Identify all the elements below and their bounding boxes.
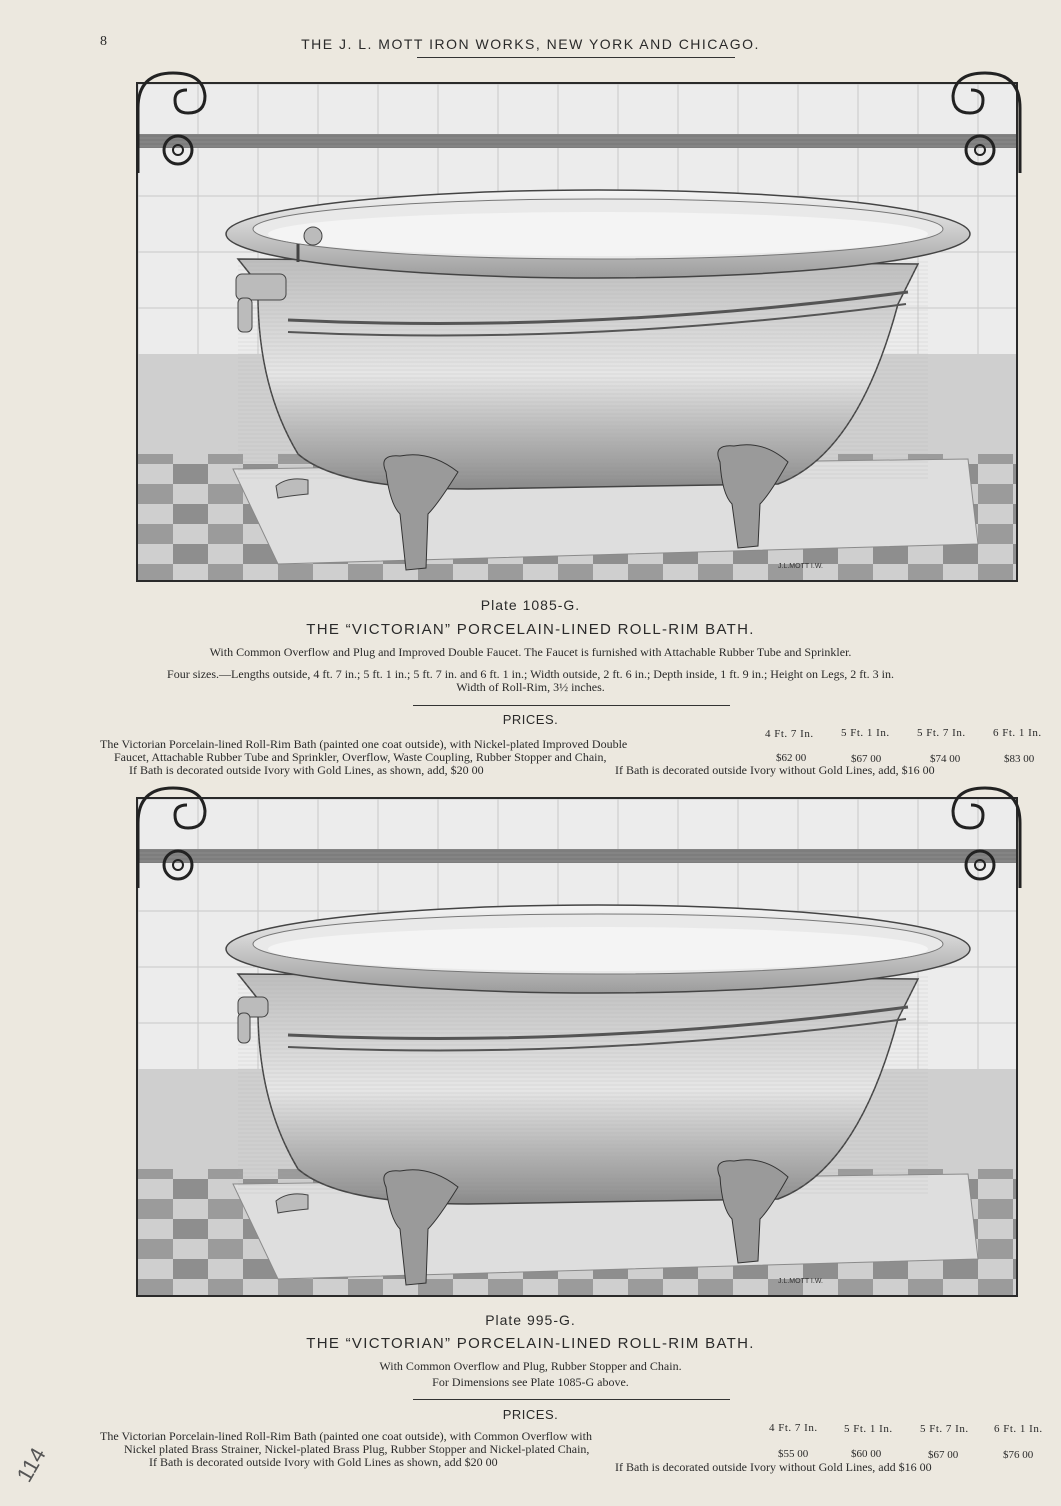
prices-divider-2 <box>413 1399 730 1400</box>
price-decoration-gold-2: If Bath is decorated outside Ivory with Gold Lines as shown, add $20 00 <box>149 1455 498 1469</box>
plate-label-1: Plate 1085-G. <box>480 597 581 613</box>
page-header-title: THE J. L. MOTT IRON WORKS, NEW YORK AND CHICAGO. <box>301 36 760 52</box>
description-line-1-2: Four sizes.—Lengths outside, 4 ft. 7 in.; 5 ft. 1 in.; 5 ft. 7 in. and 6 ft. 1 in.; Width outside, 2 ft. 6 in.; Depth inside, 1 ft. 9 in.; Height on Legs, 2 ft. 3 in. <box>167 667 894 681</box>
price-value-2-1: $55 00 <box>778 1448 809 1460</box>
price-description-2-2: Nickel plated Brass Strainer, Nickel-plated Brass Plug, Rubber Stopper and Nickel-plated Chain, <box>124 1442 590 1456</box>
bathtub-engraving-1 <box>138 84 1016 580</box>
price-value-1-4: $83 00 <box>1004 753 1035 765</box>
prices-heading-2: PRICES. <box>502 1407 559 1422</box>
header-divider <box>417 57 735 58</box>
prices-divider-1 <box>413 705 730 706</box>
size-header-1-4: 6 Ft. 1 In. <box>993 727 1042 739</box>
description-line-1-1: With Common Overflow and Plug and Improved Double Faucet. The Faucet is furnished with Attachable Rubber Tube and Sprinkler. <box>209 645 852 659</box>
size-header-1-2: 5 Ft. 1 In. <box>841 727 890 739</box>
price-value-1-1: $62 00 <box>776 752 807 764</box>
price-value-2-2: $60 00 <box>851 1448 882 1460</box>
size-header-2-1: 4 Ft. 7 In. <box>769 1422 818 1434</box>
price-description-1-1: The Victorian Porcelain-lined Roll-Rim Bath (painted one coat outside), with Nickel-plated Improved Double <box>100 737 628 751</box>
price-value-1-2: $67 00 <box>851 753 882 765</box>
handwritten-margin-note: 114 <box>11 1443 51 1487</box>
plate-label-2: Plate 995-G. <box>485 1312 576 1328</box>
bathtub-illustration-1 <box>136 82 1018 582</box>
bath-title-1: THE “VICTORIAN” PORCELAIN-LINED ROLL-RIM BATH. <box>306 621 755 638</box>
engraver-mark-1: J.L.MOTT I.W. <box>778 563 823 570</box>
size-header-2-4: 6 Ft. 1 In. <box>994 1423 1043 1435</box>
price-decoration-plain-2: If Bath is decorated outside Ivory without Gold Lines, add $16 00 <box>615 1460 932 1474</box>
size-header-1-1: 4 Ft. 7 In. <box>765 728 814 740</box>
price-decoration-plain-1: If Bath is decorated outside Ivory without Gold Lines, add, $16 00 <box>615 763 935 777</box>
price-value-1-3: $74 00 <box>930 753 961 765</box>
bathtub-engraving-2 <box>138 799 1016 1295</box>
engraver-mark-2: J.L.MOTT I.W. <box>778 1278 823 1285</box>
scroll-ornament-left-1 <box>133 68 213 178</box>
description-line-2-1: With Common Overflow and Plug, Rubber Stopper and Chain. <box>379 1359 682 1373</box>
scroll-ornament-right-1 <box>945 68 1025 178</box>
price-description-1-2: Faucet, Attachable Rubber Tube and Sprinkler, Overflow, Waste Coupling, Rubber Stopper and Chain, <box>114 750 607 764</box>
size-header-2-3: 5 Ft. 7 In. <box>920 1423 969 1435</box>
description-line-2-2: For Dimensions see Plate 1085-G above. <box>432 1375 629 1389</box>
prices-heading-1: PRICES. <box>502 712 559 727</box>
bathtub-illustration-2 <box>136 797 1018 1297</box>
price-value-2-4: $76 00 <box>1003 1449 1034 1461</box>
price-decoration-gold-1: If Bath is decorated outside Ivory with Gold Lines, as shown, add, $20 00 <box>129 763 484 777</box>
scroll-ornament-right-2 <box>945 783 1025 893</box>
page-number: 8 <box>100 34 107 49</box>
bath-title-2: THE “VICTORIAN” PORCELAIN-LINED ROLL-RIM BATH. <box>306 1335 755 1352</box>
price-value-2-3: $67 00 <box>928 1449 959 1461</box>
price-description-2-1: The Victorian Porcelain-lined Roll-Rim Bath (painted one coat outside), with Common Overflow with <box>100 1429 592 1443</box>
size-header-2-2: 5 Ft. 1 In. <box>844 1423 893 1435</box>
description-line-1-3: Width of Roll-Rim, 3½ inches. <box>456 680 605 694</box>
scroll-ornament-left-2 <box>133 783 213 893</box>
size-header-1-3: 5 Ft. 7 In. <box>917 727 966 739</box>
